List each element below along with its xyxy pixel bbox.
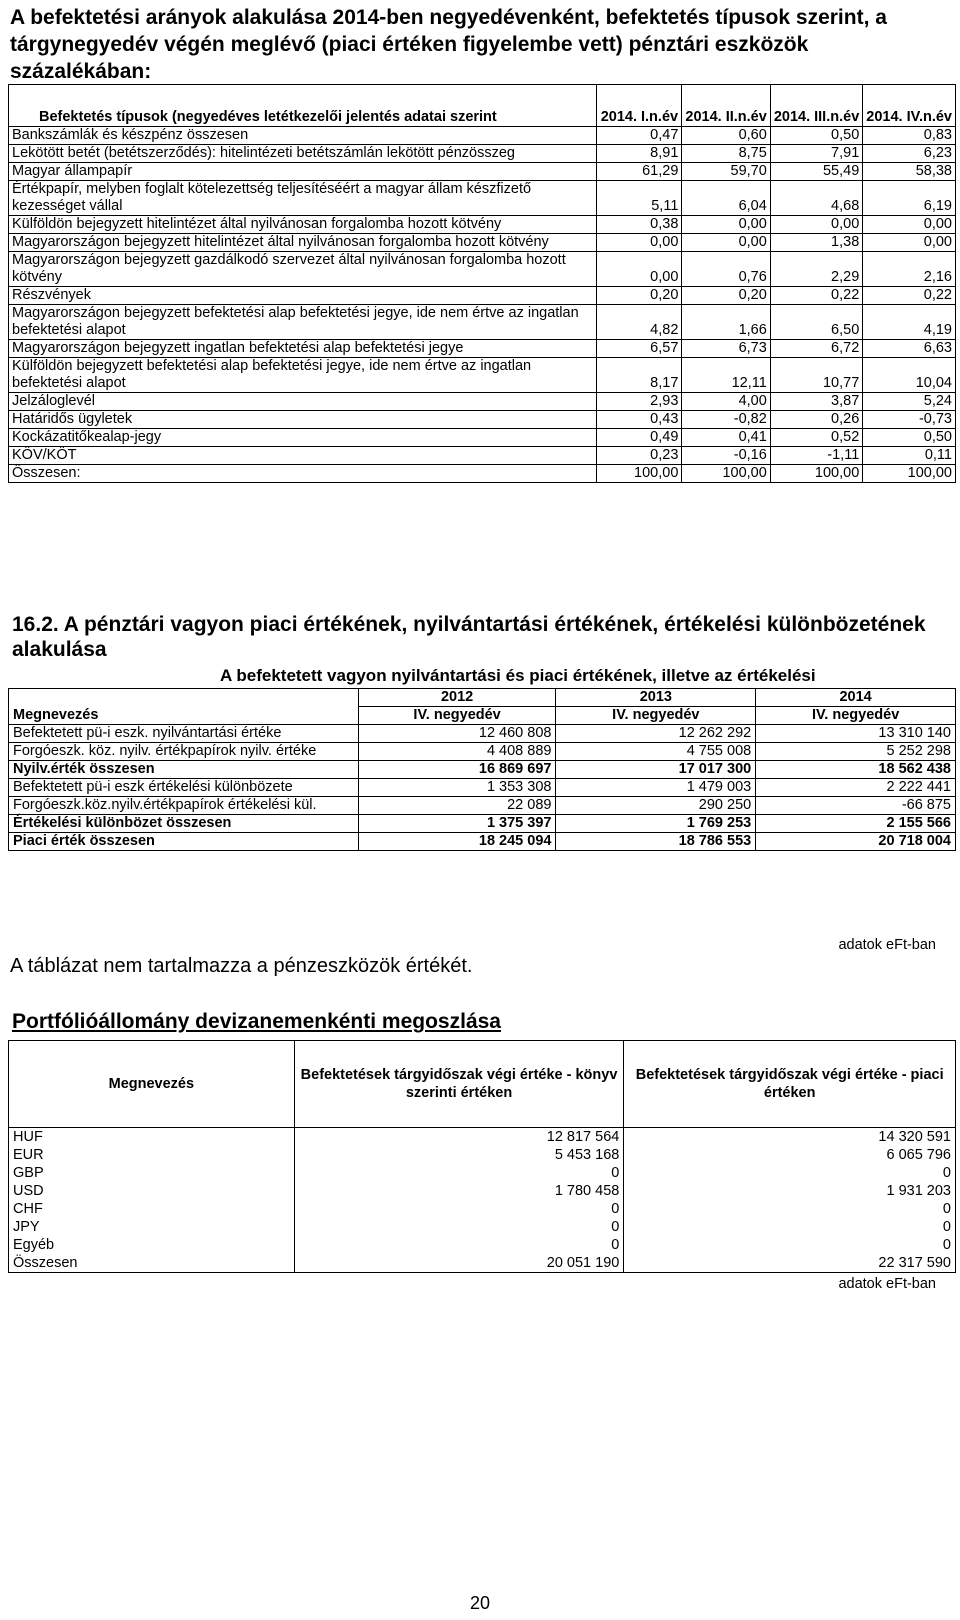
row-label: Határidős ügyletek	[9, 411, 597, 429]
row-value: 6,19	[863, 181, 956, 216]
year-2014: 2014	[756, 689, 956, 707]
row-value: 6,73	[682, 340, 770, 358]
currency-header-book: Befektetések tárgyidőszak végi értéke - könyv szerinti értéken	[294, 1041, 624, 1128]
row-value: 8,91	[597, 145, 682, 163]
row-value: -0,73	[863, 411, 956, 429]
row-value: 0,00	[863, 234, 956, 252]
page-number: 20	[469, 1593, 491, 1613]
row-value: 0,60	[682, 127, 770, 145]
row-value: 100,00	[770, 465, 862, 483]
table-row	[9, 447, 956, 465]
row-value: 6,50	[770, 305, 862, 340]
row-label: Piaci érték összesen	[9, 833, 359, 851]
row-value: 0,00	[863, 216, 956, 234]
table-row	[9, 1128, 956, 1147]
row-value: 20 718 004	[756, 833, 956, 851]
row-label: Magyar állampapír	[9, 163, 597, 181]
row-value: 6,04	[682, 181, 770, 216]
market-value: 14 320 591	[624, 1128, 956, 1147]
row-value: 12,11	[682, 358, 770, 393]
quarter-2013: IV. negyedév	[556, 707, 756, 725]
row-label: Lekötött betét (betétszerződés): hitelintézeti betétszámlán lekötött pénzösszeg	[9, 145, 597, 163]
row-value: 6,63	[863, 340, 956, 358]
allocation-header-label: Befektetés típusok (negyedéves letétkezelői jelentés adatai szerint	[9, 85, 597, 127]
row-value: 0,26	[770, 411, 862, 429]
value-table-footnote: A táblázat nem tartalmazza a pénzeszközök értékét.	[10, 955, 473, 977]
row-value: 6,57	[597, 340, 682, 358]
row-label: Forgóeszk.köz.nyilv.értékpapírok értékelési kül.	[9, 797, 359, 815]
table-row	[9, 779, 956, 797]
table-row	[9, 358, 956, 393]
section2-title: 16.2. A pénztári vagyon piaci értékének, nyilvántartási értékének, értékelési különbözetének alakulása	[12, 613, 926, 661]
currency-header-market: Befektetések tárgyidőszak végi értéke - piaci értéken	[624, 1041, 956, 1128]
row-value: 2,93	[597, 393, 682, 411]
currency-label: EUR	[9, 1146, 295, 1164]
table-row	[9, 305, 956, 340]
row-label: Nyilv.érték összesen	[9, 761, 359, 779]
row-label: Részvények	[9, 287, 597, 305]
row-label: Értékpapír, melyben foglalt kötelezettség teljesítéséért a magyar állam készfizető kezességet vállal	[9, 181, 597, 216]
table-row	[9, 127, 956, 145]
currency-label: CHF	[9, 1200, 295, 1218]
book-value: 0	[294, 1236, 624, 1254]
row-value: 0,50	[770, 127, 862, 145]
row-value: 13 310 140	[756, 725, 956, 743]
value-table-unit-note: adatok eFt-ban	[838, 937, 936, 953]
allocation-table	[8, 84, 956, 483]
row-value: 5,24	[863, 393, 956, 411]
row-value: 2,16	[863, 252, 956, 287]
row-value: 61,29	[597, 163, 682, 181]
row-value: 0,00	[682, 216, 770, 234]
row-label: Értékelési különbözet összesen	[9, 815, 359, 833]
table-row	[9, 1236, 956, 1254]
row-value: 58,38	[863, 163, 956, 181]
row-value: 100,00	[863, 465, 956, 483]
row-value: 1 479 003	[556, 779, 756, 797]
row-value: 5,11	[597, 181, 682, 216]
row-value: 55,49	[770, 163, 862, 181]
table-row	[9, 833, 956, 851]
row-value: 10,77	[770, 358, 862, 393]
row-value: 2 155 566	[756, 815, 956, 833]
book-value: 1 780 458	[294, 1182, 624, 1200]
market-value: 6 065 796	[624, 1146, 956, 1164]
value-table-name-header: Megnevezés	[9, 689, 359, 725]
row-value: 18 786 553	[556, 833, 756, 851]
section2-subtitle: A befektetett vagyon nyilvántartási és piaci értékének, illetve az értékelési	[220, 666, 816, 685]
currency-label: Egyéb	[9, 1236, 295, 1254]
row-value: 100,00	[682, 465, 770, 483]
row-label: Magyarországon bejegyzett befektetési alap befektetési jegye, ide nem értve az ingatlan befektetési alapot	[9, 305, 597, 340]
row-value: 4,00	[682, 393, 770, 411]
row-value: 0,22	[863, 287, 956, 305]
currency-header-name: Megnevezés	[9, 1041, 295, 1128]
table-row	[9, 725, 956, 743]
row-label: Kockázatitőkealap-jegy	[9, 429, 597, 447]
row-value: 0,00	[682, 234, 770, 252]
table-row	[9, 1218, 956, 1236]
row-value: 0,00	[597, 252, 682, 287]
currency-label: Összesen	[9, 1254, 295, 1273]
table-row	[9, 1164, 956, 1182]
row-value: 0,43	[597, 411, 682, 429]
row-value: 1 375 397	[358, 815, 556, 833]
row-value: 4,19	[863, 305, 956, 340]
row-value: 0,00	[597, 234, 682, 252]
table-row	[9, 411, 956, 429]
section1-title: A befektetési arányok alakulása 2014-ben negyedévenként, befektetés típusok szerint, a tárgynegyedév végén meglévő (piaci értéken figyelembe vett) pénztári eszközök százalékában:	[10, 6, 887, 83]
row-value: 18 245 094	[358, 833, 556, 851]
row-label: Magyarországon bejegyzett gazdálkodó szervezet által nyilvánosan forgalomba hozott kötvény	[9, 252, 597, 287]
row-label: Összesen:	[9, 465, 597, 483]
table-row	[9, 216, 956, 234]
row-label: Bankszámlák és készpénz összesen	[9, 127, 597, 145]
table-row	[9, 1182, 956, 1200]
book-value: 12 817 564	[294, 1128, 624, 1147]
quarter-2014: IV. negyedév	[756, 707, 956, 725]
col-q4: 2014. IV.n.év	[863, 85, 956, 127]
market-value: 0	[624, 1218, 956, 1236]
row-value: 0,49	[597, 429, 682, 447]
market-value: 0	[624, 1236, 956, 1254]
currency-label: HUF	[9, 1128, 295, 1147]
row-value: 8,17	[597, 358, 682, 393]
row-value: -66 875	[756, 797, 956, 815]
table-row	[9, 465, 956, 483]
row-value: 17 017 300	[556, 761, 756, 779]
table-row	[9, 1254, 956, 1273]
row-value: 2 222 441	[756, 779, 956, 797]
row-value: 0,00	[770, 216, 862, 234]
row-value: 59,70	[682, 163, 770, 181]
row-value: 4,82	[597, 305, 682, 340]
row-value: 0,22	[770, 287, 862, 305]
table-row	[9, 181, 956, 216]
row-value: 0,38	[597, 216, 682, 234]
row-value: 8,75	[682, 145, 770, 163]
row-value: -1,11	[770, 447, 862, 465]
market-value: 22 317 590	[624, 1254, 956, 1273]
row-value: 18 562 438	[756, 761, 956, 779]
table-row	[9, 287, 956, 305]
row-value: 16 869 697	[358, 761, 556, 779]
col-q1: 2014. I.n.év	[597, 85, 682, 127]
table-row	[9, 163, 956, 181]
year-2012: 2012	[358, 689, 556, 707]
row-value: 100,00	[597, 465, 682, 483]
table-row	[9, 145, 956, 163]
col-q2: 2014. II.n.év	[682, 85, 770, 127]
table-row	[9, 761, 956, 779]
market-value: 1 931 203	[624, 1182, 956, 1200]
market-value: 0	[624, 1164, 956, 1182]
row-value: 0,23	[597, 447, 682, 465]
currency-table-unit-note: adatok eFt-ban	[838, 1276, 936, 1292]
table-row	[9, 743, 956, 761]
row-label: Külföldön bejegyzett befektetési alap befektetési jegye, ide nem értve az ingatlan befektetési alapot	[9, 358, 597, 393]
quarter-2012: IV. negyedév	[358, 707, 556, 725]
row-value: 22 089	[358, 797, 556, 815]
row-value: 0,83	[863, 127, 956, 145]
col-q3: 2014. III.n.év	[770, 85, 862, 127]
row-label: Befektetett pü-i eszk. nyilvántartási értéke	[9, 725, 359, 743]
row-label: Befektetett pü-i eszk értékelési különbözete	[9, 779, 359, 797]
row-value: 0,50	[863, 429, 956, 447]
row-value: 0,11	[863, 447, 956, 465]
row-value: 0,20	[597, 287, 682, 305]
row-value: 10,04	[863, 358, 956, 393]
row-value: 4 755 008	[556, 743, 756, 761]
row-value: 1 353 308	[358, 779, 556, 797]
row-value: 12 262 292	[556, 725, 756, 743]
row-value: 1,66	[682, 305, 770, 340]
row-value: 290 250	[556, 797, 756, 815]
row-value: 12 460 808	[358, 725, 556, 743]
book-value: 0	[294, 1200, 624, 1218]
row-label: Forgóeszk. köz. nyilv. értékpapírok nyilv. értéke	[9, 743, 359, 761]
row-value: 1,38	[770, 234, 862, 252]
row-label: KÖV/KÖT	[9, 447, 597, 465]
row-value: 0,52	[770, 429, 862, 447]
row-label: Magyarországon bejegyzett hitelintézet által nyilvánosan forgalomba hozott kötvény	[9, 234, 597, 252]
row-value: 1 769 253	[556, 815, 756, 833]
table-row	[9, 429, 956, 447]
row-value: 5 252 298	[756, 743, 956, 761]
row-value: 0,20	[682, 287, 770, 305]
section3-title: Portfólióállomány devizanemenkénti megoszlása	[12, 1010, 501, 1033]
row-value: 6,72	[770, 340, 862, 358]
row-label: Magyarországon bejegyzett ingatlan befektetési alap befektetési jegye	[9, 340, 597, 358]
table-row	[9, 393, 956, 411]
table-row	[9, 815, 956, 833]
row-value: -0,82	[682, 411, 770, 429]
row-value: 0,41	[682, 429, 770, 447]
row-label: Külföldön bejegyzett hitelintézet által nyilvánosan forgalomba hozott kötvény	[9, 216, 597, 234]
book-value: 20 051 190	[294, 1254, 624, 1273]
year-2013: 2013	[556, 689, 756, 707]
row-value: 2,29	[770, 252, 862, 287]
table-row	[9, 252, 956, 287]
currency-label: JPY	[9, 1218, 295, 1236]
table-row	[9, 234, 956, 252]
row-value: 6,23	[863, 145, 956, 163]
table-row	[9, 340, 956, 358]
table-row	[9, 797, 956, 815]
currency-label: GBP	[9, 1164, 295, 1182]
currency-label: USD	[9, 1182, 295, 1200]
row-value: 0,76	[682, 252, 770, 287]
value-table	[8, 688, 956, 851]
row-value: 4 408 889	[358, 743, 556, 761]
row-value: 0,47	[597, 127, 682, 145]
book-value: 0	[294, 1218, 624, 1236]
table-row	[9, 1200, 956, 1218]
row-label: Jelzáloglevél	[9, 393, 597, 411]
currency-table	[8, 1040, 956, 1273]
row-value: 7,91	[770, 145, 862, 163]
market-value: 0	[624, 1200, 956, 1218]
row-value: 4,68	[770, 181, 862, 216]
row-value: 3,87	[770, 393, 862, 411]
book-value: 0	[294, 1164, 624, 1182]
row-value: -0,16	[682, 447, 770, 465]
table-row	[9, 1146, 956, 1164]
book-value: 5 453 168	[294, 1146, 624, 1164]
